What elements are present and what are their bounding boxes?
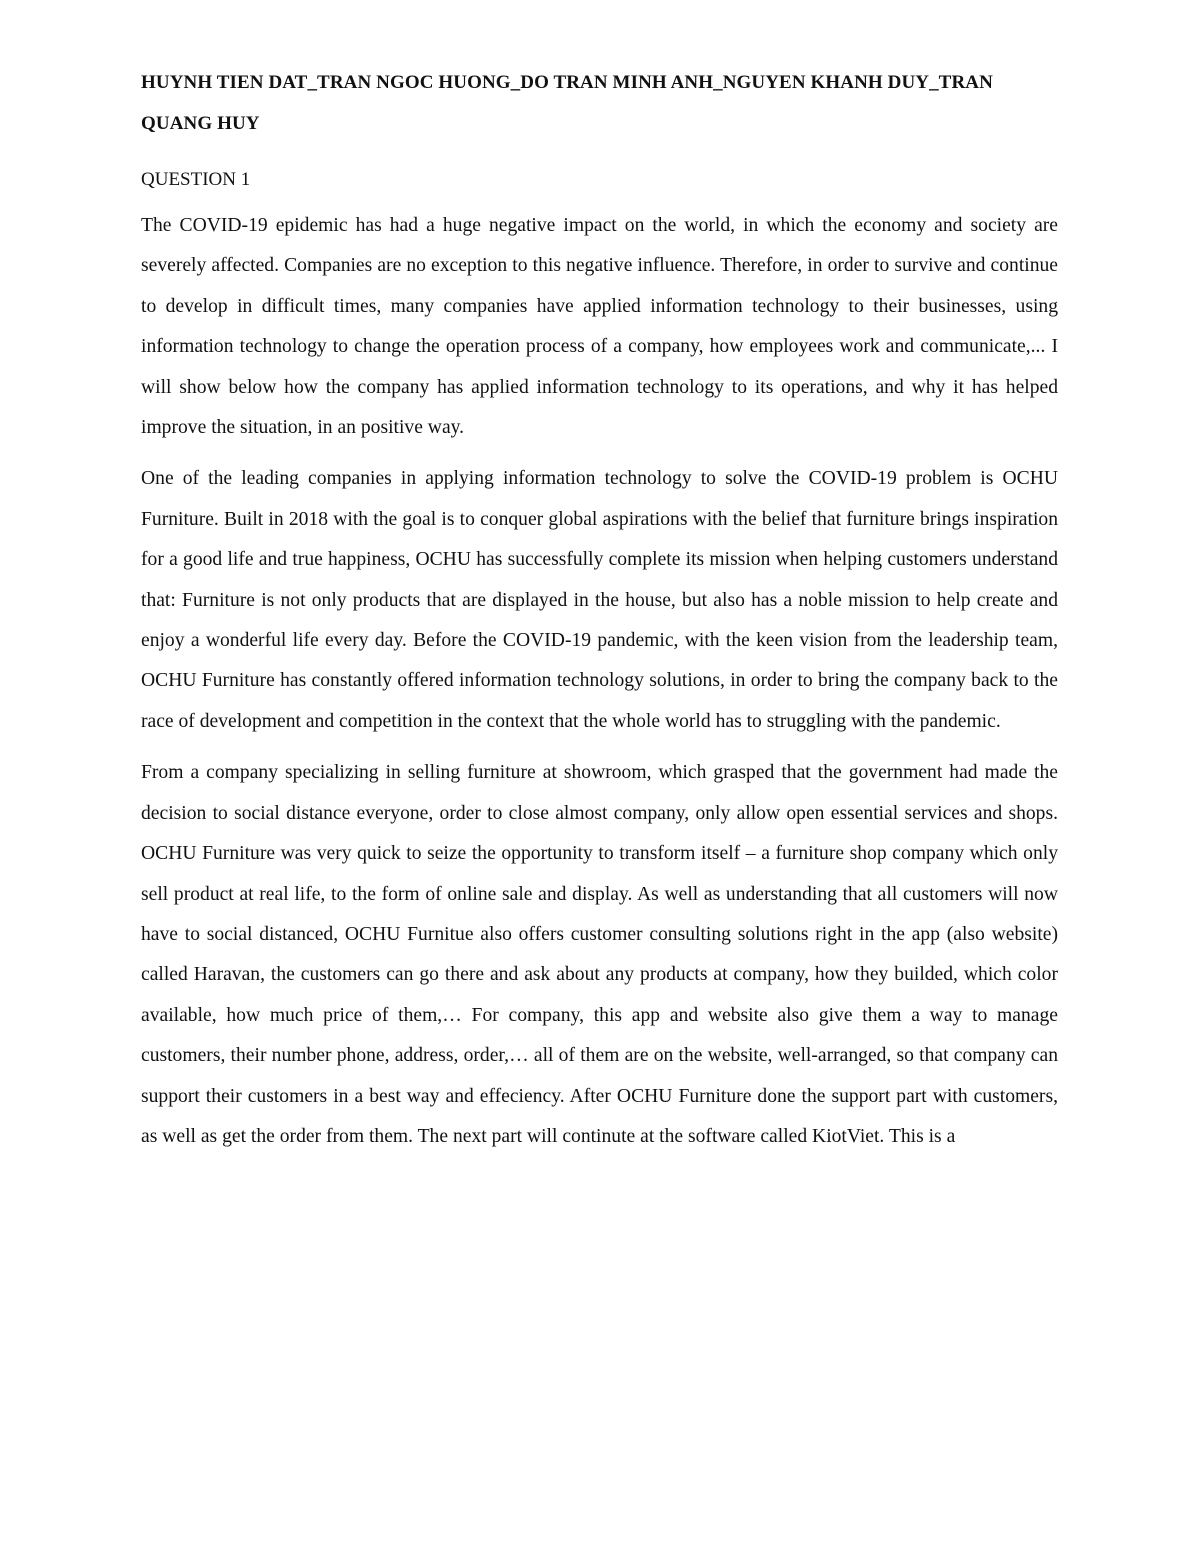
document-page: [141, 62, 1058, 1168]
question-heading: QUESTION 1: [141, 169, 251, 190]
paragraph-intro: The COVID-19 epidemic has had a huge negative impact on the world, in which the economy and society are severely affected. Companies are no exception to this negative influence. Therefore, in order to survive and continue to develop in difficult times, many companies have applied information technology to their businesses, using information technology to change the operation process of a company, how employees work and communicate,... I will show below how the company has applied information technology to its operations, and why it has helped improve the situation, in an positive way.: [141, 215, 1058, 439]
paragraph-ochu-background: One of the leading companies in applying information technology to solve the COVID-19 problem is OCHU Furniture. Built in 2018 with the goal is to conquer global aspirations with the belief that furniture brings inspiration for a good life and true happiness, OCHU has successfully complete its mission when helping customers understand that: Furniture is not only products that are displayed in the house, but also has a noble mission to help create and enjoy a wonderful life every day. Before the COVID-19 pandemic, with the keen vision from the leadership team, OCHU Furniture has constantly offered information technology solutions, in order to bring the company back to the race of development and competition in the context that the whole world has to struggling with the pandemic.: [141, 468, 1058, 732]
author-names: HUYNH TIEN DAT_TRAN NGOC HUONG_DO TRAN MINH ANH_NGUYEN KHANH DUY_TRAN QUANG HUY: [141, 72, 993, 134]
paragraph-online-transformation: From a company specializing in selling furniture at showroom, which grasped that the government had made the decision to social distance everyone, order to close almost company, only allow open essential services and shops. OCHU Furniture was very quick to seize the opportunity to transform itself – a furniture shop company which only sell product at real life, to the form of online sale and display. As well as understanding that all customers will now have to social distanced, OCHU Furnitue also offers customer consulting solutions right in the app (also website) called Haravan, the customers can go there and ask about any products at company, how they builded, which color available, how much price of them,… For company, this app and website also give them a way to manage customers, their number phone, address, order,… all of them are on the website, well-arranged, so that company can support their customers in a best way and effeciency. After OCHU Furniture done the support part with customers, as well as get the order from them. The next part will continute at the software called KiotViet. This is a: [141, 762, 1058, 1147]
